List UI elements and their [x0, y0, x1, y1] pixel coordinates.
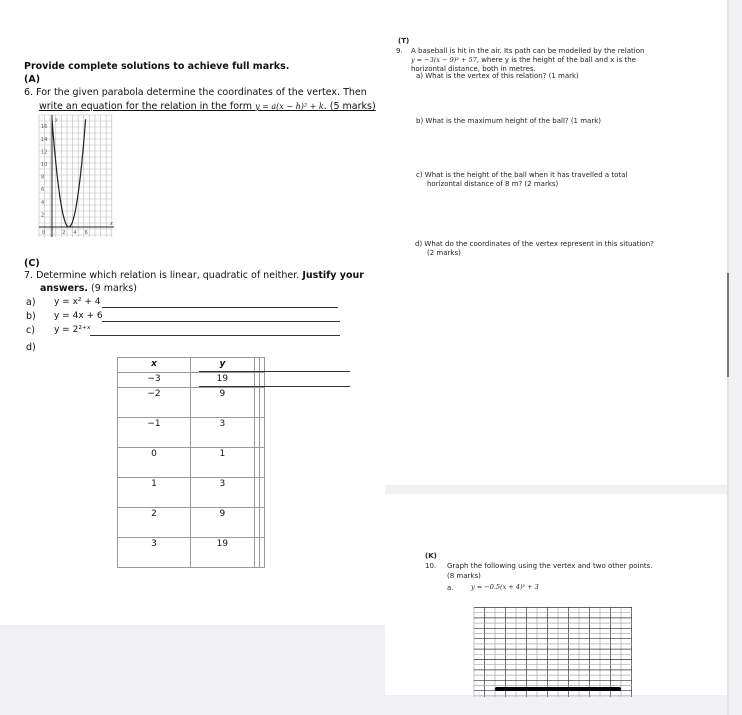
q9-line2-text: , where y is the height of the ball and x is the — [476, 56, 636, 64]
section-t: (T) — [398, 37, 410, 45]
q7-text — [24, 270, 364, 281]
table-row — [118, 478, 265, 508]
q7-bold2: answers. — [40, 283, 88, 294]
q9d-2: (2 marks) — [427, 249, 461, 257]
answer-line-a[interactable] — [102, 307, 338, 308]
q7-marks: (9 marks) — [91, 283, 137, 294]
x-cell: −3 — [118, 373, 191, 388]
y-tick-label: 2 — [41, 212, 45, 219]
x-cell: −2 — [118, 388, 191, 418]
xy-table — [117, 357, 265, 568]
q9b: b) What is the maximum height of the ball? (1 mark) — [416, 117, 602, 125]
y-axis-label: y — [55, 117, 58, 123]
header-y: y — [191, 358, 255, 373]
section-k: (K) — [425, 552, 437, 560]
x-cell: 1 — [118, 478, 191, 508]
q9-line1: A baseball is hit in the air. Its path can be modelled by the relation — [411, 47, 645, 55]
blank-graph-grid[interactable] — [472, 607, 632, 697]
answer-line-c[interactable] — [90, 335, 340, 336]
page-right-2 — [385, 494, 727, 695]
parabola-graph — [36, 113, 116, 239]
q6-text-2 — [39, 101, 376, 112]
part-equation: y = x² + 4 — [54, 297, 101, 307]
q10a-label: a. — [447, 584, 454, 592]
y-cell: 1 — [191, 448, 255, 478]
y-tick-label: 14 — [41, 136, 48, 143]
answer-cell[interactable] — [259, 508, 264, 538]
q7-text-2 — [40, 283, 137, 294]
table-row — [118, 538, 265, 568]
x-cell: 3 — [118, 538, 191, 568]
y-tick-label: 8 — [41, 174, 45, 181]
answer-cell[interactable] — [259, 418, 264, 448]
answer-line-d2[interactable] — [199, 386, 350, 387]
q9-line2 — [411, 56, 636, 64]
answer-cell[interactable] — [259, 478, 264, 508]
x-cell: 2 — [118, 508, 191, 538]
answer-cell[interactable] — [259, 538, 264, 568]
part-label: b) — [26, 311, 36, 322]
q6-text: 6. For the given parabola determine the coordinates of the vertex. Then — [24, 87, 367, 98]
table-row — [118, 388, 265, 418]
y-cell: 9 — [191, 388, 255, 418]
y-cell: 19 — [191, 538, 255, 568]
q6-form: y = a(x − h)² + k — [255, 102, 324, 111]
q10a-eq: y = −0.5(x + 4)² + 3 — [471, 583, 539, 591]
section-c: (C) — [24, 258, 40, 269]
y-tick-label: 6 — [41, 187, 45, 194]
q6-line2: write an equation for the relation in the form — [39, 101, 253, 112]
y-tick-label: 10 — [41, 162, 48, 168]
y-cell: 9 — [191, 508, 255, 538]
x-tick-label: 0 — [42, 230, 46, 236]
x-cell: 0 — [118, 448, 191, 478]
y-cell: 19 — [191, 373, 255, 388]
y-cell: 3 — [191, 478, 255, 508]
page-left — [0, 0, 385, 625]
q9-num: 9. — [396, 47, 403, 55]
q6-marks: . (5 marks) — [323, 101, 376, 112]
answer-cell[interactable] — [259, 388, 264, 418]
part-label: d) — [26, 342, 36, 353]
header-x: x — [118, 358, 191, 373]
q9-line3: horizontal distance, both in metres. — [411, 65, 536, 73]
x-tick-label: 4 — [73, 230, 77, 236]
y-tick-label: 16 — [41, 124, 48, 131]
table-row — [118, 448, 265, 478]
q9d-1: d) What do the coordinates of the vertex represent in this situation? — [415, 240, 654, 248]
answer-line-d1[interactable] — [199, 371, 350, 372]
table-row — [118, 418, 265, 448]
instructions: Provide complete solutions to achieve full marks. — [24, 61, 290, 72]
q9-eq: y = −3(x − 9)² + 57 — [411, 56, 477, 64]
q9a: a) What is the vertex of this relation? (1 mark) — [416, 72, 579, 80]
x-axis-label: x — [110, 221, 113, 227]
answer-line-b[interactable] — [102, 321, 340, 322]
y-tick-label: 4 — [41, 199, 45, 206]
scrollbar-thumb[interactable] — [727, 273, 729, 377]
part-equation: y = 2²⁺ˣ — [54, 325, 91, 335]
y-tick-label: 12 — [41, 149, 48, 156]
q7-bold: Justify your — [302, 270, 364, 281]
q9c-2: horizontal distance of 8 m? (2 marks) — [427, 180, 559, 188]
q7-line1: 7. Determine which relation is linear, quadratic of neither. — [24, 270, 300, 281]
q10-num: 10. — [425, 562, 437, 570]
page-right-1 — [385, 0, 727, 485]
x-tick-label: 2 — [62, 230, 66, 236]
x-tick-label: 6 — [84, 230, 88, 236]
section-a: (A) — [24, 74, 41, 85]
q9c-1: c) What is the height of the ball when it has travelled a total — [416, 171, 628, 179]
answer-cell[interactable] — [259, 448, 264, 478]
table-row — [118, 508, 265, 538]
y-cell: 3 — [191, 418, 255, 448]
x-cell: −1 — [118, 418, 191, 448]
q10-line1: Graph the following using the vertex and two other points. — [447, 562, 653, 570]
part-equation: y = 4x + 6 — [54, 311, 103, 321]
part-label: a) — [26, 297, 36, 308]
part-label: c) — [26, 325, 35, 336]
q10-marks: (8 marks) — [447, 572, 481, 580]
